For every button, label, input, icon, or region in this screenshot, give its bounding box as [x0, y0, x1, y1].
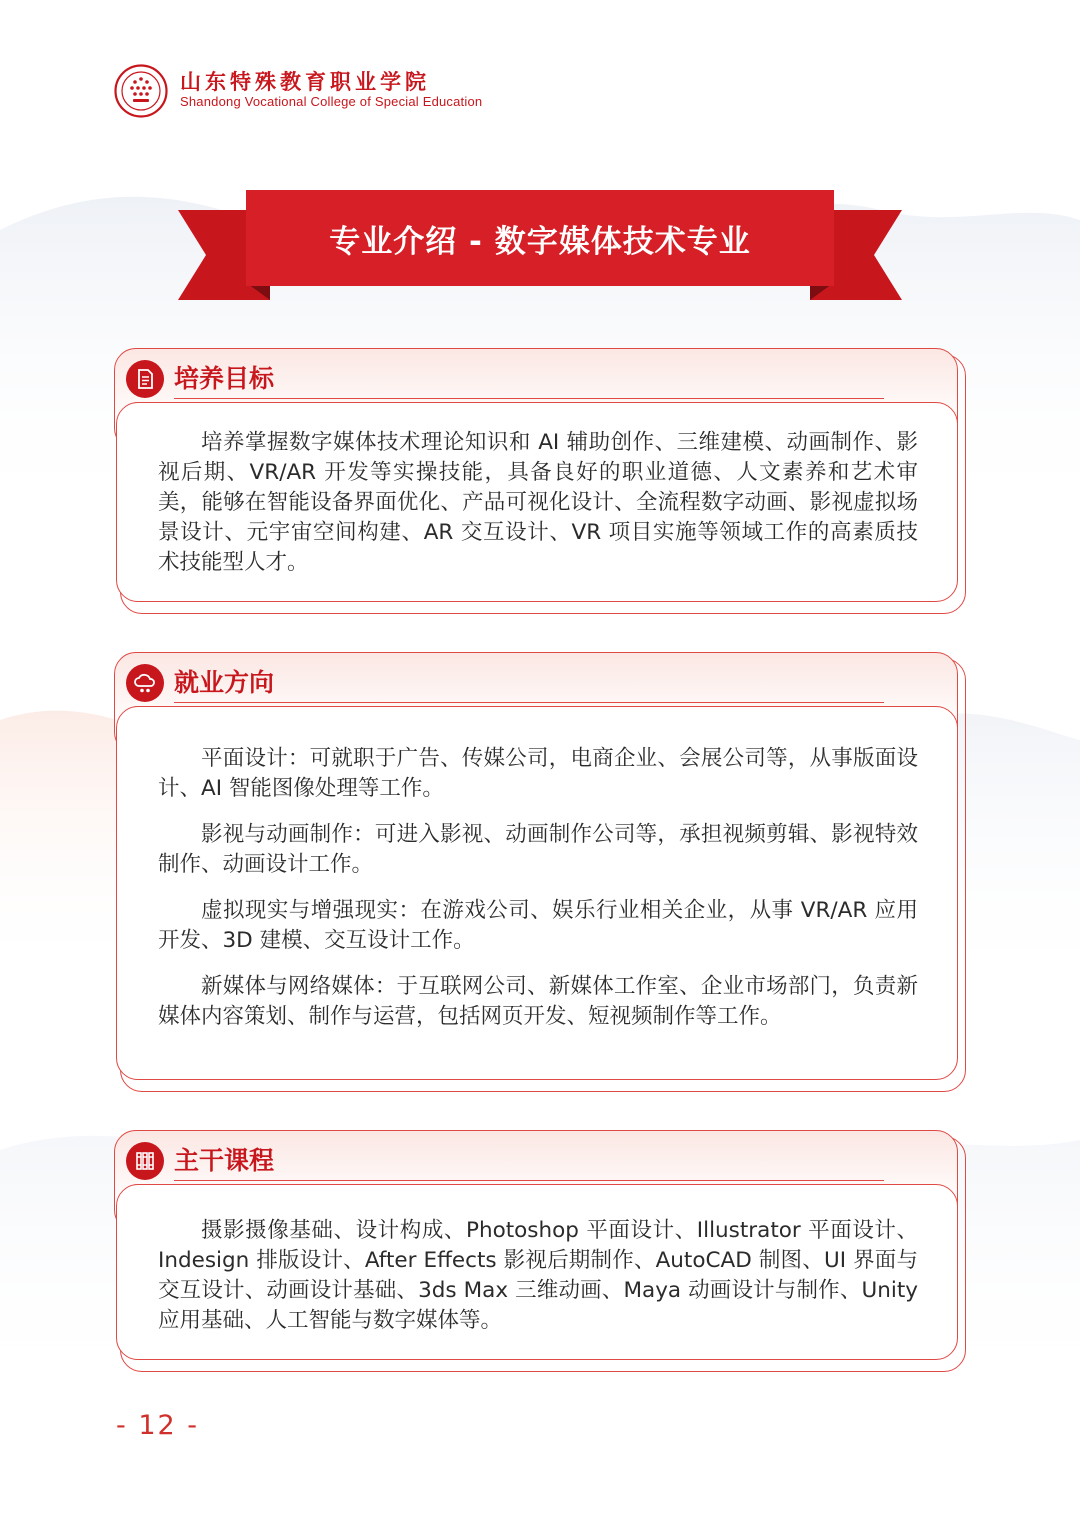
section-body: [158, 744, 918, 1032]
paragraph: 影视与动画制作：可进入影视、动画制作公司等，承担视频剪辑、影视特效制作、动画设计工作。: [158, 822, 918, 877]
school-name-cn: 山东特殊教育职业学院: [180, 69, 430, 94]
section-title: 就业方向: [174, 668, 275, 697]
paragraph: 摄影摄像基础、设计构成、Photoshop 平面设计、Illustrator 平面设计、Indesign 排版设计、After Effects 影视后期制作、AutoCAD 制图、UI 界面与交互设计、动画设计基础、3ds Max 三维动画、Maya 动画设计与制作、Unity 应用基础、人工智能与数字媒体等。: [158, 1218, 918, 1333]
cloud-network-icon: [126, 664, 164, 702]
books-icon: [126, 1142, 164, 1180]
paragraph: 新媒体与网络媒体：于互联网公司、新媒体工作室、企业市场部门，负责新媒体内容策划、制作与运营，包括网页开发、短视频制作等工作。: [158, 974, 918, 1029]
section-body: [158, 1216, 918, 1336]
page-number: - 12 -: [116, 1410, 200, 1441]
paragraph: 培养掌握数字媒体技术理论知识和 AI 辅助创作、三维建模、动画制作、影视后期、VR/AR 开发等实操技能，具备良好的职业道德、人文素养和艺术审美，能够在智能设备界面优化、产品可视化设计、全流程数字动画、影视虚拟场景设计、元宇宙空间构建、AR 交互设计、VR 项目实施等领域工作的高素质技术技能型人才。: [158, 430, 918, 575]
school-logo-icon: [114, 64, 168, 118]
divider: [174, 398, 884, 399]
section-body: [158, 428, 918, 578]
page-title: 专业介绍 - 数字媒体技术专业: [329, 223, 751, 260]
section-core-courses: [114, 1130, 964, 1368]
section-training-goal: [114, 348, 964, 610]
section-career: [114, 652, 964, 1088]
divider: [174, 1180, 884, 1181]
divider: [174, 702, 884, 703]
paragraph: 虚拟现实与增强现实：在游戏公司、娱乐行业相关企业，从事 VR/AR 应用开发、3D 建模、交互设计工作。: [158, 898, 918, 953]
document-icon: [126, 360, 164, 398]
school-name-en: Shandong Vocational College of Special Education: [180, 94, 483, 109]
section-title: 主干课程: [174, 1146, 275, 1175]
section-title: 培养目标: [174, 364, 275, 393]
paragraph: 平面设计：可就职于广告、传媒公司，电商企业、会展公司等，从事版面设计、AI 智能图像处理等工作。: [158, 746, 918, 801]
